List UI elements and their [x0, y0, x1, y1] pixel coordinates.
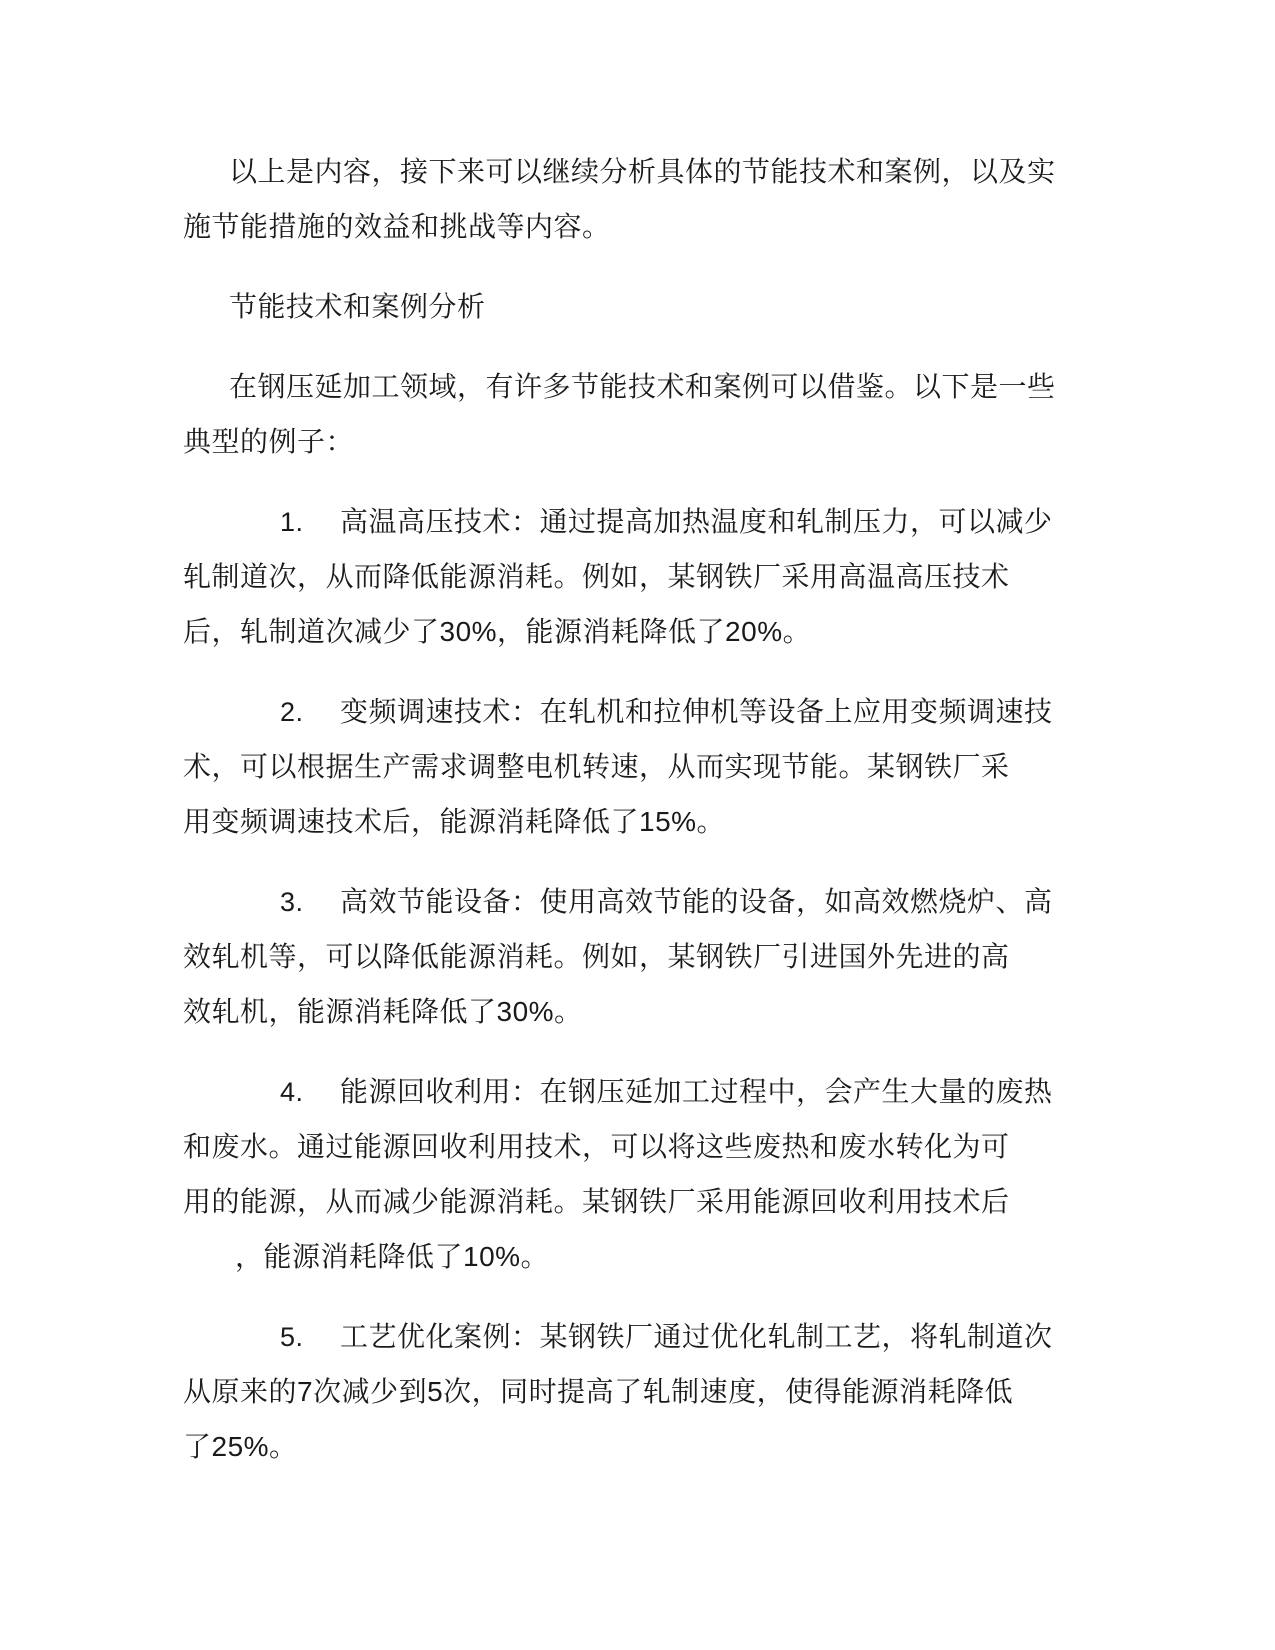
list-item-2	[183, 684, 1095, 849]
paragraph-intro	[183, 144, 1095, 254]
text-line: 后，轧制道次减少了30%，能源消耗降低了20%。	[183, 616, 812, 647]
document-content	[183, 144, 1095, 1499]
text-line: 施节能措施的效益和挑战等内容。	[183, 211, 611, 242]
list-item-number: 5.	[280, 1322, 304, 1352]
text-line: ，能源消耗降低了10%。	[235, 1241, 550, 1272]
text-line: 轧制道次，从而降低能源消耗。例如，某钢铁厂采用高温高压技术	[183, 561, 1010, 592]
list-item-number: 4.	[280, 1077, 304, 1107]
text-line: 用的能源，从而减少能源消耗。某钢铁厂采用能源回收利用技术后	[183, 1186, 1010, 1217]
list-item-4	[183, 1064, 1095, 1284]
list-item-3	[183, 874, 1095, 1039]
text-line: 术，可以根据生产需求调整电机转速，从而实现节能。某钢铁厂采	[183, 751, 1010, 782]
text-line: 效轧机等，可以降低能源消耗。例如，某钢铁厂引进国外先进的高	[183, 941, 1010, 972]
list-item-first-line	[183, 1309, 1095, 1364]
list-item-1	[183, 494, 1095, 659]
paragraph-lead	[183, 359, 1095, 469]
list-item-text: 能源回收利用：在钢压延加工过程中，会产生大量的废热	[340, 1076, 1053, 1107]
list-item-5	[183, 1309, 1095, 1474]
list-item-first-line	[183, 684, 1095, 739]
list-item-number: 3.	[280, 887, 304, 917]
text-line: 以上是内容，接下来可以继续分析具体的节能技术和案例，以及实	[229, 156, 1056, 187]
text-line: 用变频调速技术后，能源消耗降低了15%。	[183, 806, 726, 837]
list-item-text: 高效节能设备：使用高效节能的设备，如高效燃烧炉、高	[340, 886, 1053, 917]
list-item-number: 2.	[280, 697, 304, 727]
text-line: 从原来的7次减少到5次，同时提高了轧制速度，使得能源消耗降低	[183, 1376, 1014, 1407]
section-heading-text: 节能技术和案例分析	[229, 291, 486, 322]
text-line: 典型的例子：	[183, 426, 355, 457]
list-item-text: 高温高压技术：通过提高加热温度和轧制压力，可以减少	[340, 506, 1053, 537]
text-line: 在钢压延加工领域，有许多节能技术和案例可以借鉴。以下是一些	[229, 371, 1056, 402]
list-item-first-line	[183, 1064, 1095, 1119]
text-line: 和废水。通过能源回收利用技术，可以将这些废热和废水转化为可	[183, 1131, 1010, 1162]
section-heading	[183, 279, 1095, 334]
text-line: 效轧机，能源消耗降低了30%。	[183, 996, 583, 1027]
text-line: 了25%。	[183, 1431, 298, 1462]
list-item-first-line	[183, 494, 1095, 549]
list-item-first-line	[183, 874, 1095, 929]
list-item-text: 工艺优化案例：某钢铁厂通过优化轧制工艺，将轧制道次	[340, 1321, 1053, 1352]
list-item-text: 变频调速技术：在轧机和拉伸机等设备上应用变频调速技	[340, 696, 1053, 727]
list-item-number: 1.	[280, 507, 304, 537]
